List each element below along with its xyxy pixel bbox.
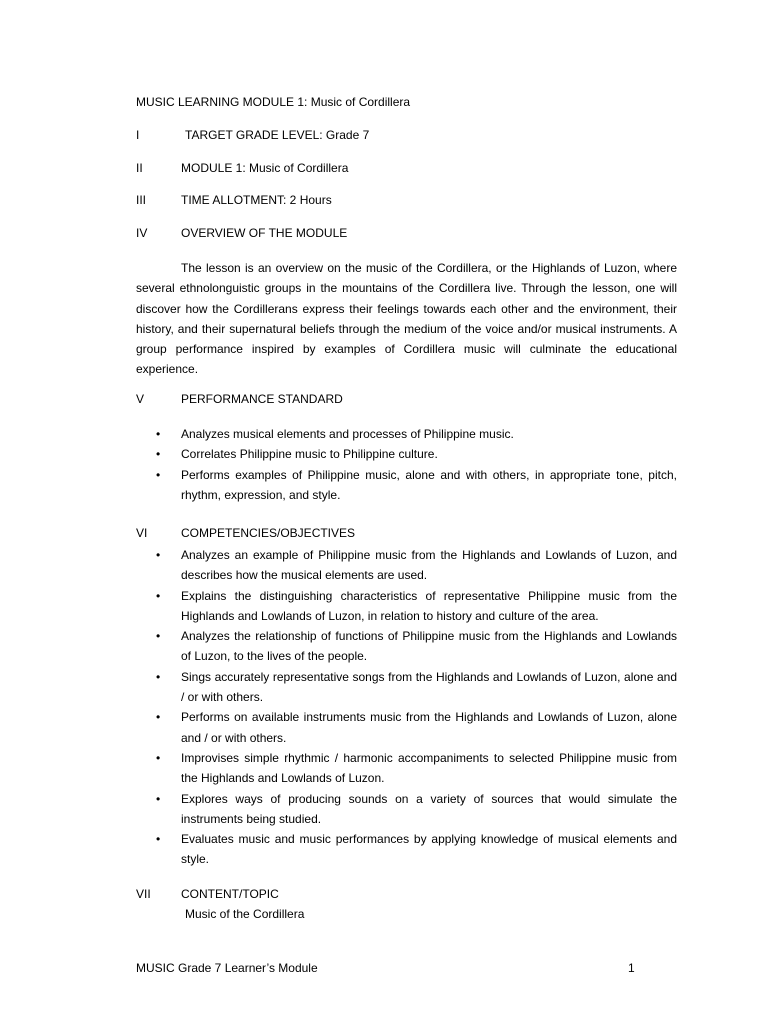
section-label: TARGET GRADE LEVEL: Grade 7 (185, 128, 370, 142)
bullet-icon: • (156, 791, 161, 806)
section-label: COMPETENCIES/OBJECTIVES (181, 526, 356, 540)
footer-title: MUSIC Grade 7 Learner’s Module (136, 961, 318, 975)
overview-paragraph: The lesson is an overview on the music of the Cordillera, or the Highlands of Luzon, where several ethnolonguistic groups in the mountains of the Cordillera live. Through the lesson, one will discover how the Cordillerans express their feelings towards each other and the environment, their history, and their supernatural beliefs through the medium of the voice and/or musical instruments. A group performance inspired by examples of Cordillera music will culminate the educational experience. (136, 261, 677, 377)
section-label: TIME ALLOTMENT: 2 Hours (181, 193, 332, 207)
section-number: IV (136, 226, 148, 240)
list-item: • Sings accurately representative songs from the Highlands and Lowlands of Luzon, alone and / or with others. (136, 667, 677, 708)
section-label: OVERVIEW OF THE MODULE (181, 226, 348, 240)
bullet-icon: • (156, 427, 161, 441)
bullet-icon: • (156, 447, 161, 462)
list-item: • Performs on available instruments music from the Highlands and Lowlands of Luzon, alone and / or with others. (136, 707, 677, 748)
section-number: I (136, 128, 140, 142)
section-number: II (136, 161, 143, 175)
section-number: V (136, 392, 145, 406)
section-number: III (136, 193, 147, 207)
section-label: PERFORMANCE STANDARD (181, 392, 343, 406)
bullet-icon: • (156, 669, 161, 684)
bullet-icon: • (156, 588, 161, 603)
list-item: • Improvises simple rhythmic / harmonic accompaniments to selected Philippine music from the Highlands and Lowlands of Luzon. (136, 748, 677, 789)
list-item: • Analyzes the relationship of functions of Philippine music from the Highlands and Lowlands of Luzon, to the lives of the people. (136, 626, 677, 667)
topic-text: Music of the Cordillera (185, 907, 305, 921)
section-label: CONTENT/TOPIC (181, 887, 279, 901)
section-number: VII (136, 887, 151, 901)
list-item: • Analyzes musical elements and processes of Philippine music. (136, 424, 677, 444)
list-item: • Correlates Philippine music to Philippine culture. (136, 444, 677, 464)
list-item: • Performs examples of Philippine music, alone and with others, in appropriate tone, pitch, rhythm, expression, and style. (136, 465, 677, 506)
section-label: MODULE 1: Music of Cordillera (181, 161, 349, 175)
bullet-icon: • (156, 750, 161, 765)
competencies-list (136, 545, 677, 870)
bullet-icon: • (156, 548, 161, 562)
module-title: MUSIC LEARNING MODULE 1: Music of Cordillera (136, 95, 411, 109)
bullet-icon: • (156, 629, 161, 644)
list-item: • Evaluates music and music performances by applying knowledge of musical elements and style. (136, 829, 677, 870)
list-item: • Explains the distinguishing characteristics of representative Philippine music from the Highlands and Lowlands of Luzon, in relation to history and culture of the area. (136, 586, 677, 627)
bullet-icon: • (156, 832, 161, 847)
bullet-icon: • (156, 710, 161, 725)
section-number: VI (136, 526, 148, 540)
list-item: • Explores ways of producing sounds on a variety of sources that would simulate the instruments being studied. (136, 789, 677, 830)
list-item: • Analyzes an example of Philippine music from the Highlands and Lowlands of Luzon, and describes how the musical elements are used. (136, 545, 677, 586)
bullet-icon: • (156, 467, 161, 482)
performance-standard-list (136, 424, 677, 505)
page-number: 1 (628, 961, 635, 975)
